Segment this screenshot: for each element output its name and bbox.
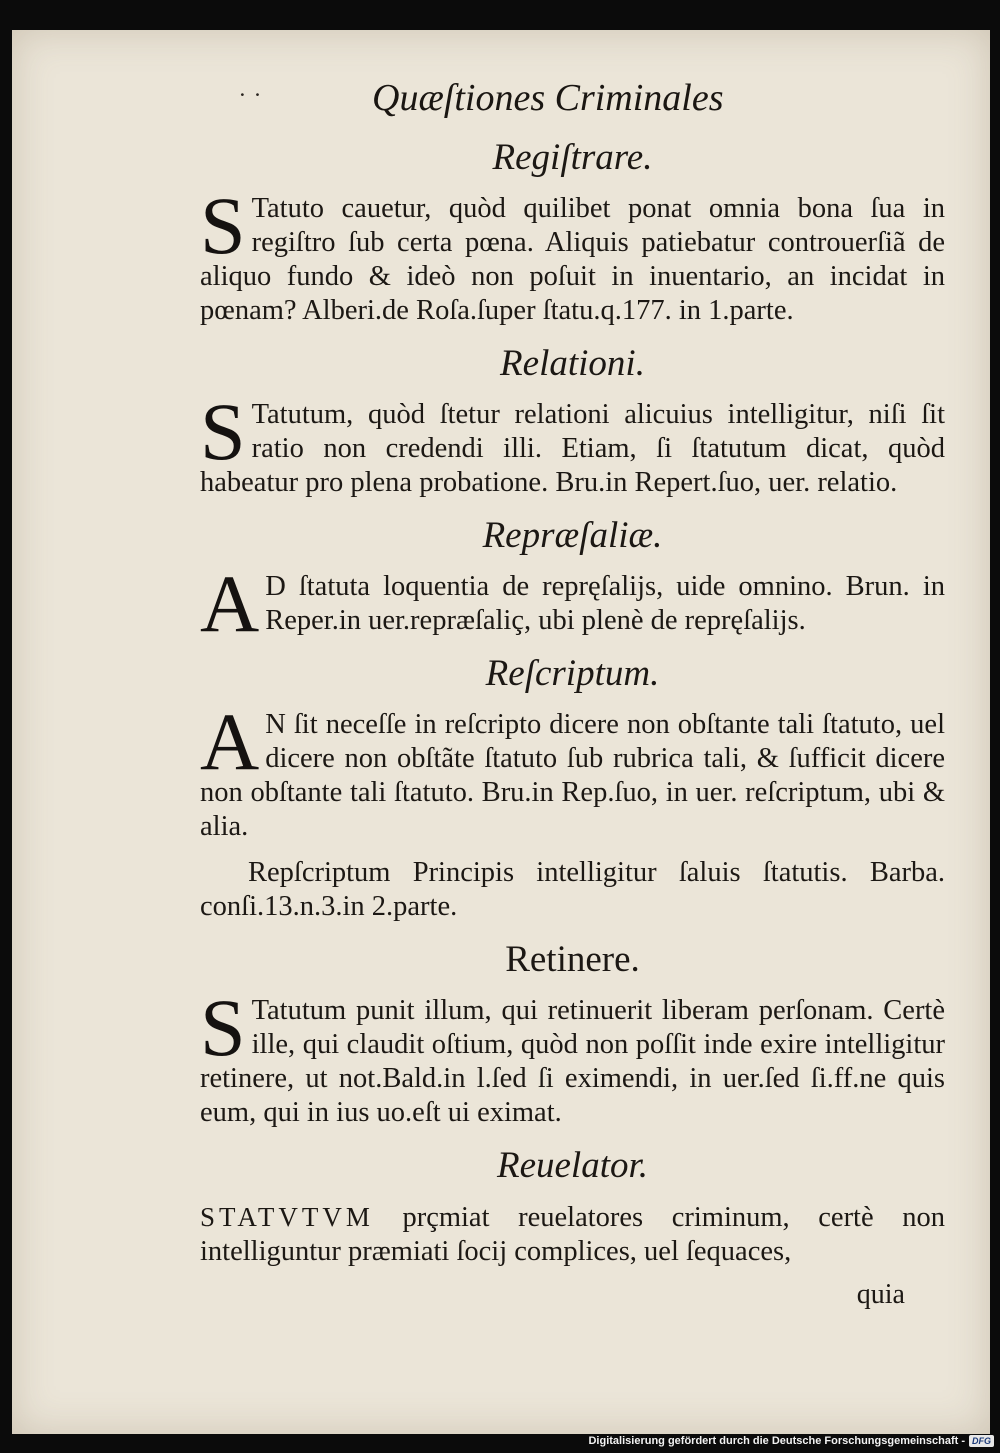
running-head: Quæſtiones Criminales xyxy=(372,77,724,119)
section-title-reuelator: Reuelator. xyxy=(496,1145,649,1186)
drop-capital: S xyxy=(200,982,246,1073)
paragraph-text: D ſtatuta loquentia de repręſalijs, uide omnino. Brun. in Reper.in uer.repræſaliç, ubi plenè de repręſalijs. xyxy=(265,571,945,636)
drop-capital: S xyxy=(200,180,246,271)
catchword: quia xyxy=(856,1279,905,1310)
section-title-retinere: Retinere. xyxy=(505,939,640,980)
paragraph xyxy=(200,180,945,328)
credit-text: Digitalisierung gefördert durch die Deutsche Forschungsgemeinschaft - xyxy=(588,1435,965,1447)
digitization-credit xyxy=(588,1432,994,1450)
drop-capital: A xyxy=(200,696,260,787)
drop-capital: S xyxy=(200,386,246,477)
paragraph-text: Tatuto cauetur, quòd quilibet ponat omnia bona ſua in regiſtro ſub certa pœna. Aliquis patiebatur controuerſiã de aliquo fundo & ideò non poſuit in inuentario, an incidat in pœnam? Alberi.de Roſa.ſuper ſtatu.q.177. in 1.parte. xyxy=(200,193,945,326)
paragraph xyxy=(200,856,945,924)
paragraph xyxy=(200,982,945,1130)
paragraph xyxy=(200,386,945,500)
section-title-rescriptum: Reſcriptum. xyxy=(485,653,660,694)
dfg-logo-icon: DFG xyxy=(969,1435,994,1447)
paragraph xyxy=(200,558,945,649)
lead-word: STATVTVM xyxy=(200,1202,374,1232)
section-title-repraesaliae: Repræſaliæ. xyxy=(482,515,663,556)
paragraph-text: prçmiat reuelatores criminum, certè non intelliguntur præmiati ſocij complices, uel ſequaces, xyxy=(200,1202,945,1267)
section-title-relationi: Relationi. xyxy=(500,343,645,384)
folio-mark: ˙ ˙ xyxy=(238,88,262,117)
paragraph-text: Tatutum punit illum, qui retinuerit liberam perſonam. Certè ille, qui claudit oſtium, quòd non poſſit inde exire intelligitur retinere, ut not.Bald.in l.ſed ſi eximendi, in uer.ſed ſi.ff.ne quis eum, qui in ius uo.eſt ui eximat. xyxy=(200,995,945,1128)
paragraph xyxy=(200,1200,945,1269)
paragraph-text: Tatutum, quòd ſtetur relationi alicuius intelligitur, niſi ſit ratio non credendi illi. Etiam, ſi ſtatutum dicat, quòd habeatur pro plena probatione. Bru.in Repert.ſuo, uer. relatio. xyxy=(200,399,945,498)
paragraph-text: Repſcriptum Principis intelligitur ſaluis ſtatutis. Barba. conſi.13.n.3.in 2.parte. xyxy=(200,857,945,922)
page-content xyxy=(200,128,945,1311)
book-page xyxy=(12,30,990,1434)
paragraph xyxy=(200,696,945,844)
section-title-registrare: Regiſtrare. xyxy=(492,137,653,178)
drop-capital: A xyxy=(200,558,260,649)
paragraph-text: N ſit neceſſe in reſcripto dicere non obſtante tali ſtatuto, uel dicere non obſtãte ſtatuto ſub rubrica tali, & ſufficit dicere non obſtante tali ſtatuto. Bru.in Rep.ſuo, in uer. reſcriptum, ubi & alia. xyxy=(200,709,945,842)
